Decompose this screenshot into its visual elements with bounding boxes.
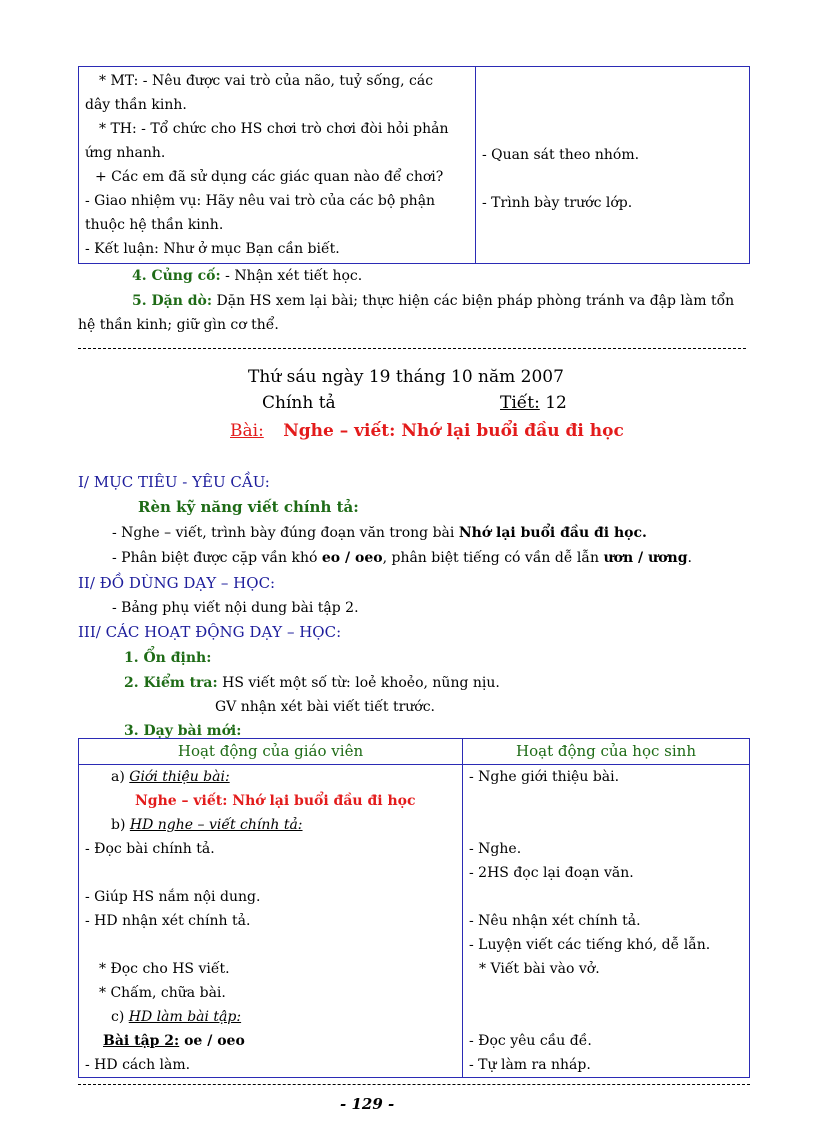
objective-item-1-text: - Nghe – viết, trình bày đúng đoạn văn trong bài: [112, 525, 459, 541]
step-2-label: 2. Kiểm tra:: [124, 675, 218, 691]
step-2-text: HS viết một số từ: loẻ khoẻo, nũng nịu.: [217, 675, 500, 691]
intro-item: [85, 765, 456, 789]
practice-line: * TH: - Tổ chức cho HS chơi trò chơi đòi hỏi phản: [99, 121, 449, 137]
step-1: 1. Ổn định:: [124, 650, 212, 666]
objective-item-2: [112, 546, 692, 570]
student-read-again: - 2HS đọc lại đoạn văn.: [469, 865, 634, 881]
conclusion-line: - Kết luận: Như ở mục Bạn cần biết.: [85, 241, 340, 257]
step-2-cont: GV nhận xét bài viết tiết trước.: [215, 699, 436, 715]
teacher-dictate: * Đọc cho HS viết.: [99, 961, 230, 977]
period: [500, 390, 567, 416]
page-number: - 129 -: [340, 1095, 395, 1113]
teacher-activities-cell: [79, 765, 463, 1078]
teacher-column-header: [79, 739, 463, 765]
consolidate-line: [132, 264, 362, 288]
student-practice: - Luyện viết các tiếng khó, dễ lẫn.: [469, 937, 711, 953]
teacher-header-text: Hoạt động của giáo viên: [177, 742, 364, 760]
student-listen-intro: - Nghe giới thiệu bài.: [469, 769, 620, 785]
consolidate-label: 4. Củng cố:: [132, 268, 221, 284]
date-line: Thứ sáu ngày 19 tháng 10 năm 2007: [248, 367, 564, 387]
student-requirements: - Đọc yêu cầu đề.: [469, 1033, 592, 1049]
objective-item-1-bold: Nhớ lại buổi đầu đi học.: [458, 525, 647, 541]
exercise-guide-item: [85, 1005, 456, 1029]
footer-separator: [78, 1084, 750, 1085]
homework-line-cont: hệ thần kinh; giữ gìn cơ thể.: [78, 317, 279, 333]
teacher-comment: - HD nhận xét chính tả.: [85, 913, 251, 929]
exercise-2-value: oe / oeo: [179, 1033, 245, 1049]
activities-heading: III/ CÁC HOẠT ĐỘNG DẠY – HỌC:: [78, 623, 342, 641]
objective-item-2-bold-1: eo / oeo: [321, 550, 383, 566]
objective-item-2-mid: , phân biệt tiếng có vần dễ lẫn: [382, 550, 604, 566]
step-2: [124, 671, 500, 695]
lesson-title: [230, 418, 624, 444]
materials-heading: II/ ĐỒ DÙNG DẠY – HỌC:: [78, 574, 276, 592]
question-line: + Các em đã sử dụng các giác quan nào để chơi?: [95, 169, 444, 185]
student-activities-cell: [463, 765, 750, 1078]
objectives-heading: I/ MỤC TIÊU - YÊU CẦU:: [78, 473, 270, 491]
exercise-letter: c): [111, 1009, 129, 1025]
objective-item-2-end: .: [687, 550, 692, 566]
exercise-title: HD làm bài tập:: [128, 1009, 242, 1025]
subject: Chính tả: [262, 393, 336, 413]
separator: [78, 348, 746, 349]
main-activity-table: [78, 738, 750, 1078]
teacher-read: - Đọc bài chính tả.: [85, 841, 215, 857]
top-table-right-cell: [476, 67, 750, 264]
intro-title: Giới thiệu bài:: [129, 769, 230, 785]
exercise-2-label: Bài tập 2:: [103, 1033, 180, 1049]
student-write: * Viết bài vào vở.: [479, 961, 600, 977]
teacher-grasp: - Giúp HS nắm nội dung.: [85, 889, 261, 905]
dictation-letter: b): [111, 817, 130, 833]
goal-line-cont: dây thần kinh.: [85, 97, 187, 113]
materials-item: - Bảng phụ viết nội dung bài tập 2.: [112, 600, 359, 616]
step-3: 3. Dạy bài mới:: [124, 723, 242, 739]
exercise-2: [85, 1029, 456, 1053]
observe-line: - Quan sát theo nhóm.: [482, 147, 640, 163]
task-line: - Giao nhiệm vụ: Hãy nêu vai trò của các bộ phận: [85, 193, 436, 209]
homework-label: 5. Dặn dò:: [132, 293, 213, 309]
objective-item-2-text: - Phân biệt được cặp vần khó: [112, 550, 322, 566]
teacher-guide: - HD cách làm.: [85, 1057, 191, 1073]
objective-item-2-bold-2: ươn / ương: [603, 550, 688, 566]
dictation-title: HD nghe – viết chính tả:: [129, 817, 303, 833]
bai-title: Nghe – viết: Nhớ lại buổi đầu đi học: [283, 421, 624, 441]
teacher-mark: * Chấm, chữa bài.: [99, 985, 226, 1001]
objectives-subheading: Rèn kỹ năng viết chính tả:: [138, 498, 359, 516]
task-line-cont: thuộc hệ thần kinh.: [85, 217, 224, 233]
present-line: - Trình bày trước lớp.: [482, 195, 633, 211]
practice-line-cont: ứng nhanh.: [85, 145, 166, 161]
student-column-header: [463, 739, 750, 765]
top-activity-table: [78, 66, 750, 264]
intro-letter: a): [111, 769, 130, 785]
top-table-left-cell: [79, 67, 476, 264]
student-header-text: Hoạt động của học sinh: [516, 742, 696, 760]
homework-text: Dặn HS xem lại bài; thực hiện các biện pháp phòng tránh va đập làm tổn: [212, 293, 735, 309]
objective-item-1: [112, 521, 647, 545]
period-value: 12: [539, 393, 567, 413]
intro-lesson-title: Nghe – viết: Nhớ lại buổi đầu đi học: [135, 793, 416, 809]
consolidate-text: - Nhận xét tiết học.: [220, 268, 363, 284]
period-label: Tiết:: [500, 393, 540, 413]
student-draft: - Tự làm ra nháp.: [469, 1057, 591, 1073]
student-listen: - Nghe.: [469, 841, 522, 857]
goal-line: * MT: - Nêu được vai trò của não, tuỷ sống, các: [99, 73, 434, 89]
dictation-guide-item: [85, 813, 456, 837]
homework-line: [132, 289, 734, 313]
student-comment: - Nêu nhận xét chính tả.: [469, 913, 641, 929]
bai-label: Bài:: [230, 421, 264, 441]
